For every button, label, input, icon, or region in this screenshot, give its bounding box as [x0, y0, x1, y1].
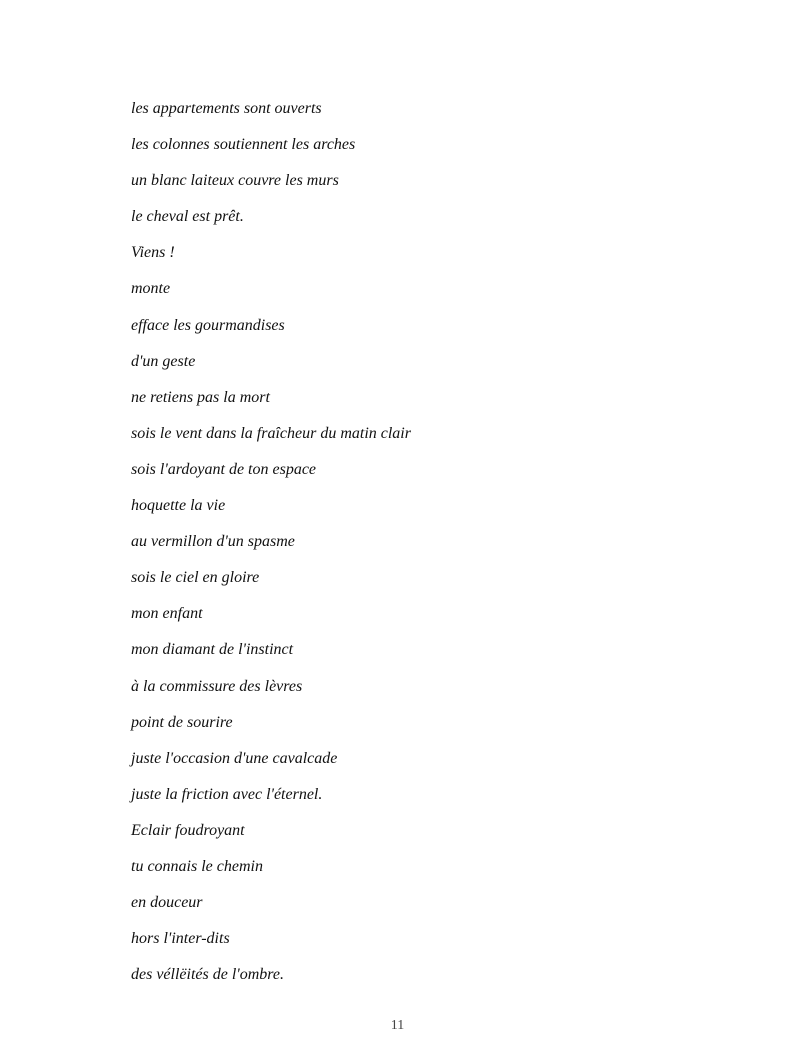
poem-line: des véllëités de l'ombre. — [131, 966, 284, 984]
poem-line: Viens ! — [131, 244, 175, 262]
poem-line: monte — [131, 280, 171, 298]
poem-line: les appartements sont ouverts — [131, 100, 322, 117]
poem-line: Eclair foudroyant — [131, 821, 245, 839]
poem-body — [131, 96, 411, 998]
poem-line: hors l'inter-dits — [131, 930, 230, 948]
poem-line: sois l'ardoyant de ton espace — [131, 460, 317, 478]
poem-line: efface les gourmandises — [131, 316, 285, 334]
poem-line: mon enfant — [131, 605, 203, 623]
poem-line: sois le vent dans la fraîcheur du matin clair — [131, 424, 411, 442]
poem-line: d'un geste — [131, 352, 196, 370]
poem-line: au vermillon d'un spasme — [131, 533, 295, 551]
poem-line: un blanc laiteux couvre les murs — [131, 172, 339, 190]
poem-line: hoquette la vie — [131, 497, 226, 515]
poem-line: tu connais le chemin — [131, 857, 263, 875]
poem-line: en douceur — [131, 894, 203, 912]
poem-line: à la commissure des lèvres — [131, 677, 303, 695]
poem-line: sois le ciel en gloire — [131, 569, 260, 587]
page-number: 11 — [390, 1018, 405, 1033]
poem-line: ne retiens pas la mort — [131, 388, 270, 406]
poem-line: point de sourire — [131, 713, 233, 731]
poem-line: les colonnes soutiennent les arches — [131, 136, 356, 154]
poem-line: juste l'occasion d'une cavalcade — [131, 749, 338, 767]
poem-line: juste la friction avec l'éternel. — [131, 785, 323, 803]
poem-line: mon diamant de l'instinct — [131, 641, 294, 659]
poem-line: le cheval est prêt. — [131, 208, 244, 226]
